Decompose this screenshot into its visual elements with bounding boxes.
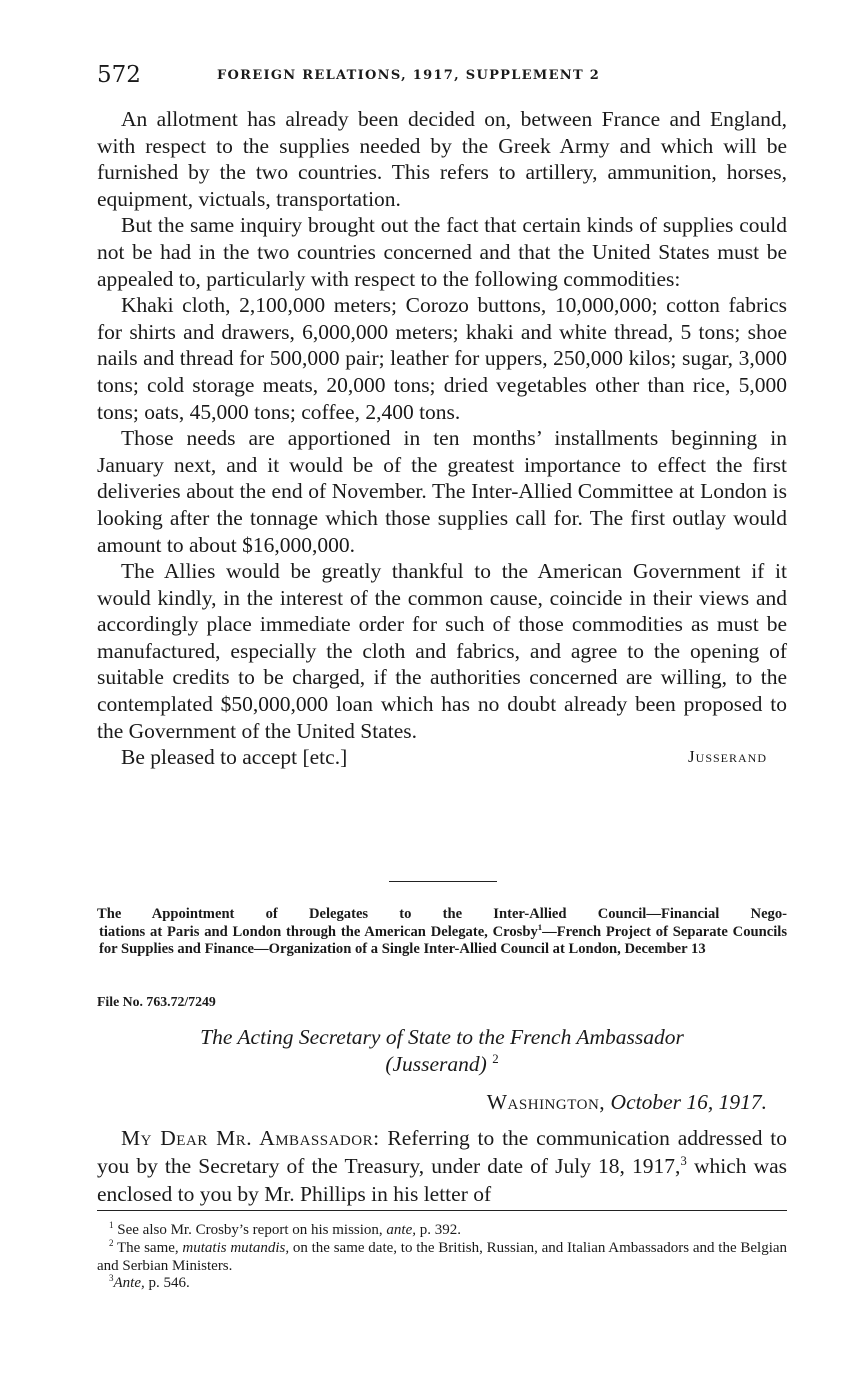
letter-opening <box>97 1124 787 1208</box>
footnote-italic: Ante, <box>113 1275 145 1292</box>
footnote-text: The same, <box>117 1239 179 1256</box>
footnote-ref: 1 <box>537 921 543 932</box>
footnotes <box>97 1222 787 1293</box>
document-heading <box>97 1024 787 1078</box>
salutation: My Dear Mr. Ambassador: <box>121 1126 380 1150</box>
footnote-rule <box>97 1210 787 1211</box>
running-header <box>97 62 787 92</box>
footnote-mark: 2 <box>109 1237 114 1248</box>
footnote-text: p. 392. <box>419 1222 461 1238</box>
footnote-text: p. 546. <box>148 1275 190 1292</box>
dateline-date: October 16, 1917. <box>610 1090 767 1114</box>
signature: Jusserand <box>688 747 767 767</box>
dateline-place: Washington, <box>486 1090 606 1114</box>
section-title <box>97 906 787 959</box>
letter-text: which was enclosed to you by Mr. Phillips in his letter of <box>97 1154 788 1206</box>
heading-line-2 <box>97 1051 787 1078</box>
section-title-text: tiations at Paris and London through the American Delegate, Crosby <box>99 923 538 940</box>
letter-text: Referring to the communication addressed to you by the Secretary of the Treasury, under date of July 18, 1917, <box>97 1126 788 1178</box>
closing-text: Be pleased to accept [etc.] <box>121 745 348 770</box>
section-title-text: —French Project of Separate Councils for Supplies and Finance—Organization of a Single Inter-Allied Council at London, December 13 <box>99 923 787 958</box>
paragraph: Khaki cloth, 2,100,000 meters; Corozo buttons, 10,000,000; cotton fabrics for shirts and drawers, 6,000,000 meters; khaki and white thread, 5 tons; shoe nails and thread for 500,000 pair; leather for uppers, 250,000 kilos; sugar, 3,000 tons; cold storage meats, 20,000 tons; dried vegetables other than rice, 5,000 tons; oats, 45,000 tons; coffee, 2,400 tons. <box>97 293 787 424</box>
paragraph: Those needs are apportioned in ten months’ installments beginning in January next, and it would be of the greatest importance to effect the first deliveries about the end of November. The Inter-Allied Committee at London is looking after the tonnage which those supplies call for. The first outlay would amount to about $16,000,000. <box>97 426 787 557</box>
footnote-mark: 1 <box>109 1220 114 1230</box>
file-number: File No. 763.72/7249 <box>97 994 216 1009</box>
page-number: 572 <box>97 62 141 88</box>
footnote <box>97 1237 788 1276</box>
footnote-ref: 3 <box>680 1153 687 1168</box>
section-title-line: The Appointment of Delegates to the Inter-Allied Council—Financial Nego- <box>97 906 787 922</box>
footnote-ref: 2 <box>492 1051 499 1066</box>
dateline <box>487 1090 767 1115</box>
footnote-text: on the same date, to the British, Russian, and Italian Ambassadors and the Belgian and Serbian Ministers. <box>97 1239 788 1274</box>
footnote-italic: mutatis mutandis, <box>182 1239 290 1256</box>
footnote <box>97 1275 787 1293</box>
letter-body <box>97 106 787 774</box>
heading-text: (Jusserand) <box>385 1052 487 1076</box>
running-title: FOREIGN RELATIONS, 1917, SUPPLEMENT 2 <box>217 68 601 83</box>
section-title-continuation <box>97 921 787 959</box>
heading-line: The Acting Secretary of State to the French Ambassador <box>200 1025 684 1049</box>
paragraph: An allotment has already been decided on, between France and England, with respect to the supplies needed by the Greek Army and which will be furnished by the two countries. This refers to artillery, ammunition, horses, equipment, victuals, transportation. <box>97 107 787 211</box>
paragraph: The Allies would be greatly thankful to the American Government if it would kindly, in the interest of the common cause, coincide in their views and accordingly place immediate order for such of those commodities as must be manufactured, especially the cloth and fabrics, and agree to the opening of suitable credits to be charged, if the authorities concerned are willing, to the contemplated $50,000,000 loan which has no doubt already been proposed to the Government of the United States. <box>97 559 787 743</box>
footnote-mark: 3 <box>109 1273 114 1284</box>
footnote-text: See also Mr. Crosby’s report on his mission, <box>117 1222 383 1238</box>
closing-line <box>97 744 787 774</box>
paragraph: But the same inquiry brought out the fact that certain kinds of supplies could not be had in the two countries concerned and that the United States must be appealed to, particularly with respect to the following commodities: <box>97 213 787 291</box>
footnote <box>97 1222 787 1240</box>
footnote-italic: ante, <box>386 1222 416 1238</box>
section-divider <box>389 881 497 882</box>
